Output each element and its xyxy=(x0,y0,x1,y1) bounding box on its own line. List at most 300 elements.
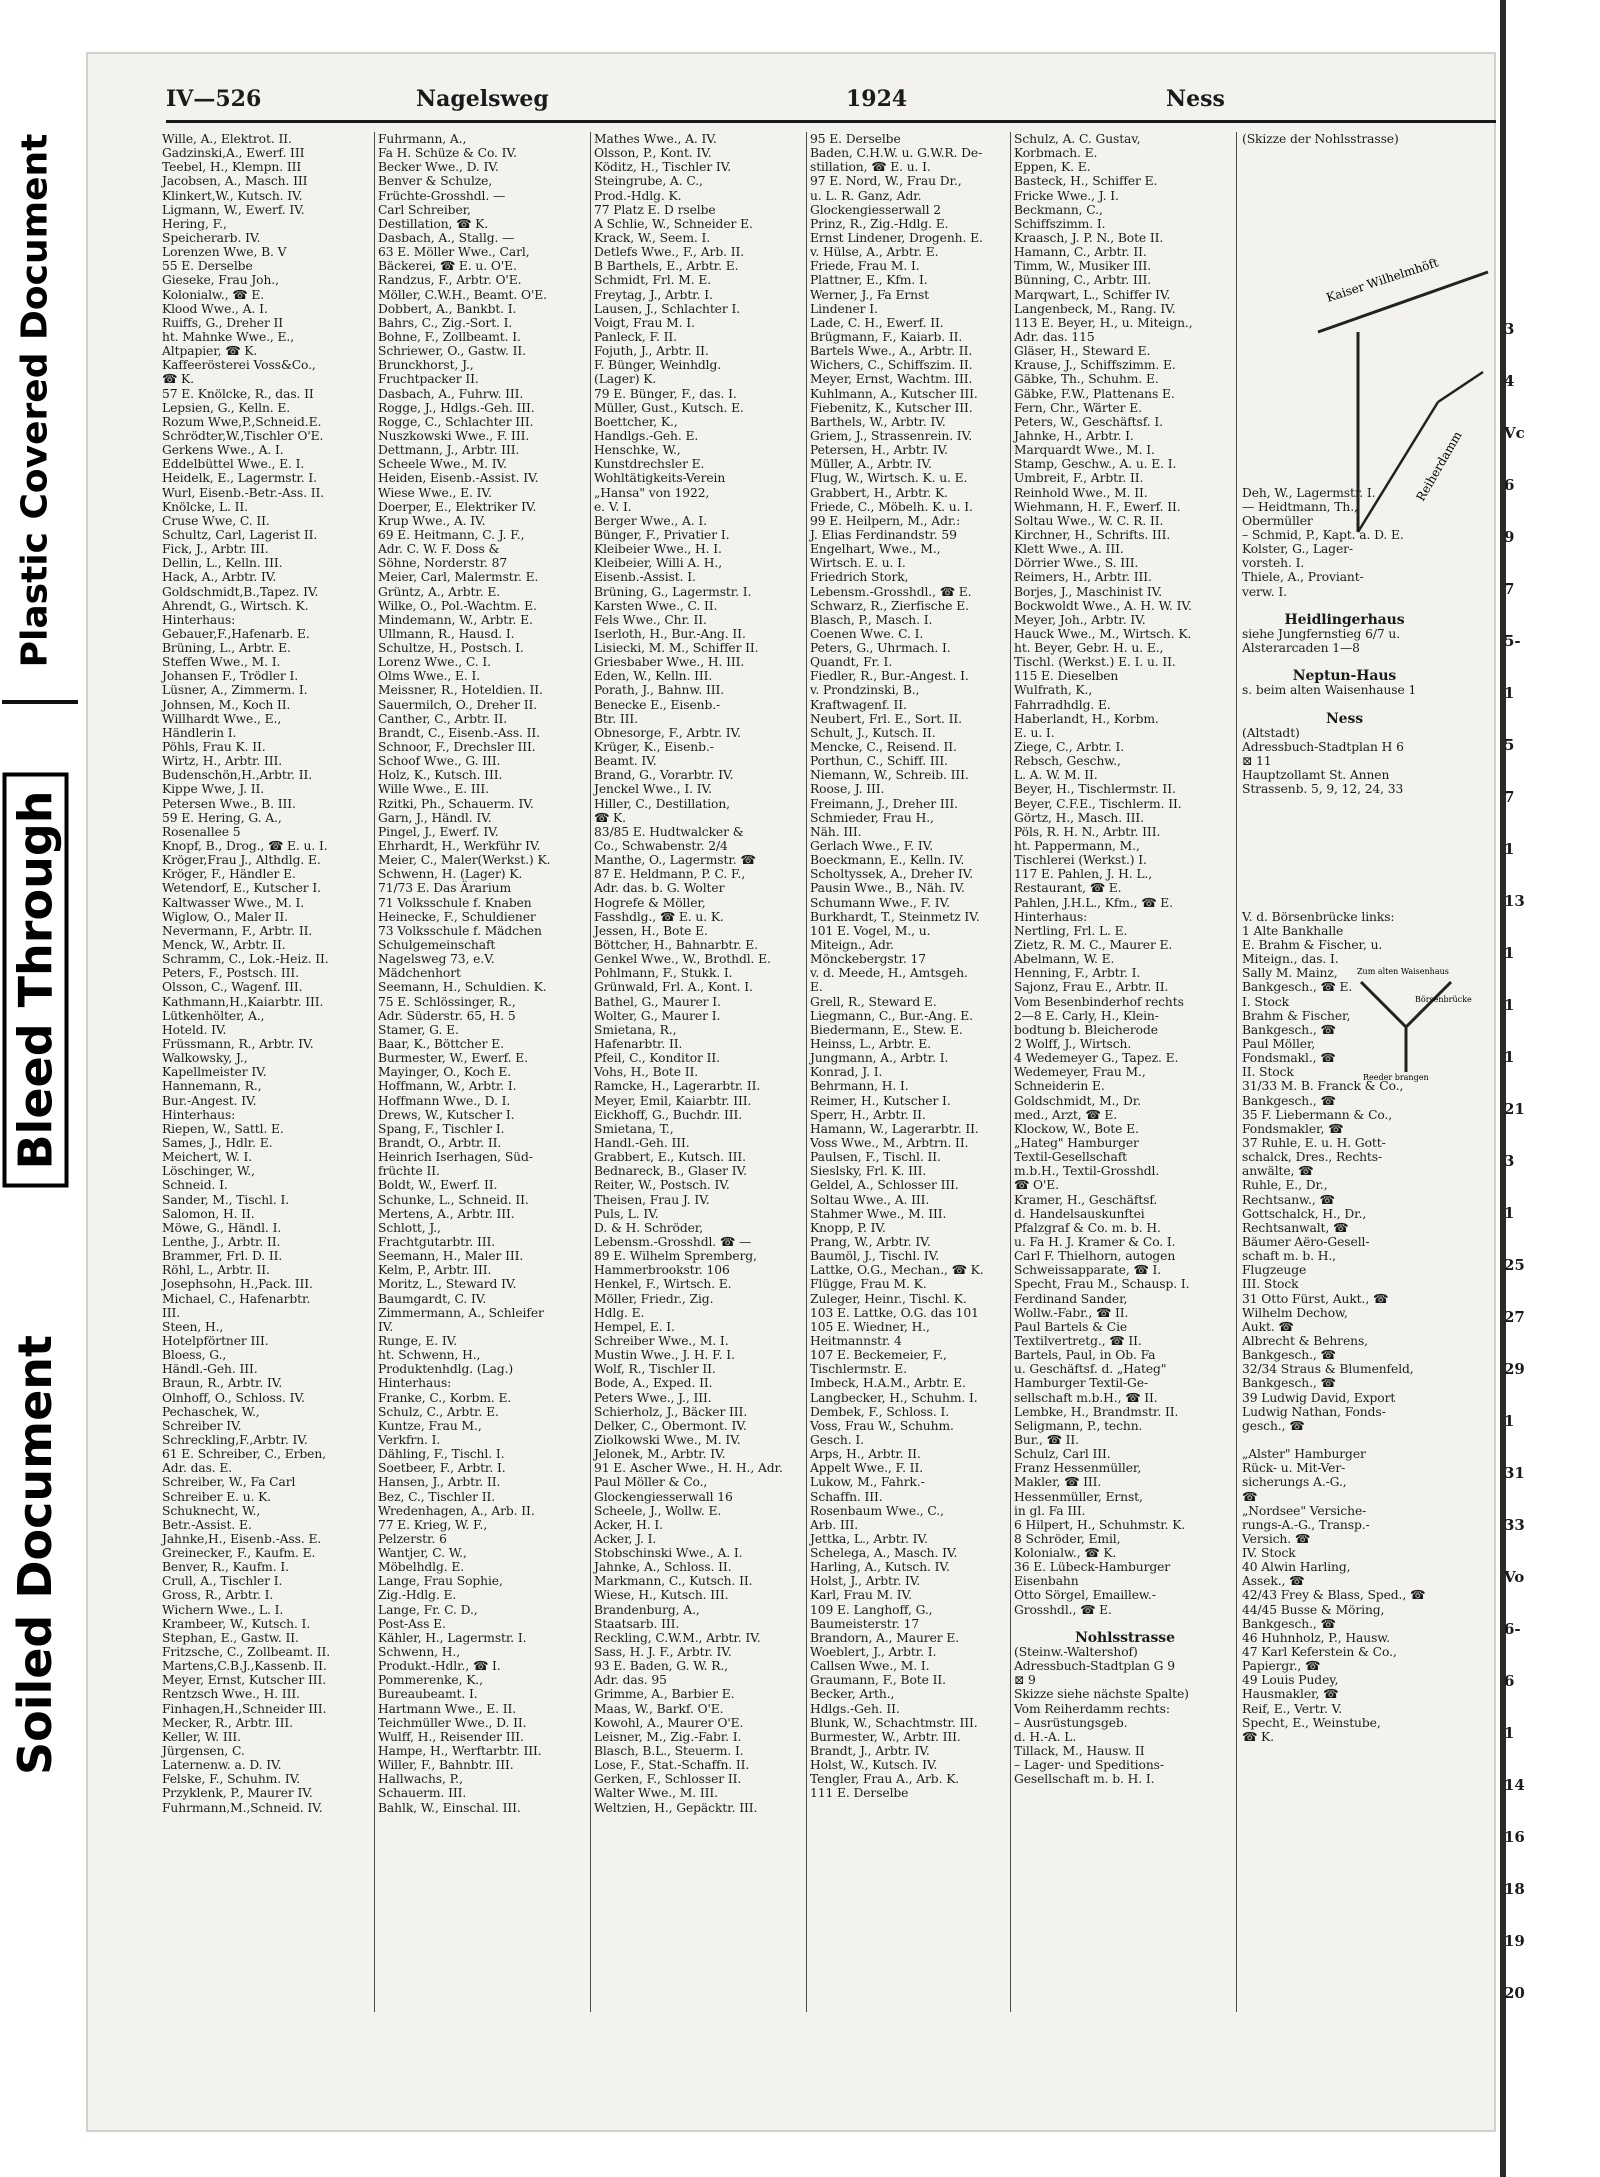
directory-entry: Beckmann, C., xyxy=(1014,202,1103,217)
street-sketch xyxy=(1298,202,1498,612)
directory-entry: ht. Beyer, Gebr. H. u. E., xyxy=(1014,641,1164,656)
directory-entry: Bur.-Angest. IV. xyxy=(162,1093,257,1108)
column-2 xyxy=(378,132,591,2012)
directory-entry: F. Bünger, Weinhdlg. xyxy=(594,358,722,373)
directory-entry: Wiglow, O., Maler II. xyxy=(162,909,288,924)
facing-page-fragment: 4 xyxy=(1504,372,1515,390)
directory-entry: Fiedler, R., Bur.-Angest. I. xyxy=(810,669,969,684)
directory-entry: 6 Hilpert, H., Schuhmstr. K. xyxy=(1014,1517,1186,1532)
directory-entry: Bartels, Paul, in Ob. Fa xyxy=(1014,1348,1156,1363)
directory-entry: u. Geschäftsf. d. „Hateg" xyxy=(1014,1362,1167,1377)
directory-entry: Hamburger Textil-Ge- xyxy=(1014,1376,1148,1391)
directory-entry: Aukt. ☎ xyxy=(1242,1319,1294,1334)
directory-entry xyxy=(1242,839,1447,853)
directory-entry: Basteck, H., Schiffer E. xyxy=(1014,174,1158,189)
directory-entry: Wille Wwe., E. III. xyxy=(378,782,489,797)
directory-entry: Konrad, J. I. xyxy=(810,1065,883,1080)
directory-entry: Mertens, A., Arbtr. III. xyxy=(378,1206,515,1221)
facing-page-fragment: 27 xyxy=(1504,1308,1525,1326)
directory-entry: Bünning, C., Arbtr. III. xyxy=(1014,273,1152,288)
directory-entry: Engelhart, Wwe., M., xyxy=(810,542,941,557)
directory-entry: Gebauer,F.,Hafenarb. E. xyxy=(162,626,310,641)
sketch-street-a: Kaiser Wilhelmhöft xyxy=(1324,255,1441,305)
directory-entry: Möller, Friedr., Zig. xyxy=(594,1291,714,1306)
directory-entry: Seemann, H., Schuldien. K. xyxy=(378,980,547,995)
directory-entry: Karsten Wwe., C. II. xyxy=(594,598,718,613)
directory-entry: Eisenb.-Assist. I. xyxy=(594,570,696,585)
directory-entry: Ruiffs, G., Dreher II xyxy=(162,315,284,330)
directory-entry: Blasch, B.L., Steuerm. I. xyxy=(594,1744,744,1759)
directory-entry: Ruhle, E., Dr., xyxy=(1242,1178,1328,1193)
directory-entry: Sperr, H., Arbtr. II. xyxy=(810,1107,926,1122)
directory-entry: Ferdinand Sander, xyxy=(1014,1291,1128,1306)
directory-entry: Holz, K., Kutsch. III. xyxy=(378,768,503,783)
directory-entry: Brandt, J., Arbtr. IV. xyxy=(810,1744,930,1759)
directory-entry: Ziege, C., Arbtr. I. xyxy=(1014,740,1125,755)
directory-entry: (Steinw.-Waltershof) xyxy=(1014,1645,1138,1660)
directory-entry: Adressbuch-Stadtplan G 9 xyxy=(1014,1659,1175,1674)
directory-entry: Fritzsche, C., Zollbeamt. II. xyxy=(162,1645,331,1660)
directory-entry: Stamp, Geschw., A. u. E. I. xyxy=(1014,457,1177,472)
directory-entry: Genkel Wwe., W., Brothdl. E. xyxy=(594,952,771,967)
directory-entry: 37 Ruhle, E. u. H. Gott- xyxy=(1242,1135,1386,1150)
directory-entry: Franke, C., Korbm. E. xyxy=(378,1390,512,1405)
directory-entry: e. V. I. xyxy=(594,499,632,514)
directory-entry: Schiffszimm. I. xyxy=(1014,216,1106,231)
directory-entry: Altpapier, ☎ K. xyxy=(162,344,258,359)
directory-entry: Makler, ☎ III. xyxy=(1014,1475,1102,1490)
directory-entry: Peters, F., Postsch. III. xyxy=(162,966,299,981)
directory-entry: Brand, G., Vorarbtr. IV. xyxy=(594,768,734,783)
directory-entry: 75 E. Schlössinger, R., xyxy=(378,994,516,1009)
directory-entry: Kramer, H., Geschäftsf. xyxy=(1014,1192,1158,1207)
directory-entry: Fiebenitz, K., Kutscher III. xyxy=(810,400,973,415)
directory-entry: Wulfrath, K., xyxy=(1014,683,1093,698)
directory-entry: Löschinger, W., xyxy=(162,1164,255,1179)
directory-entry: s. beim alten Waisenhause 1 xyxy=(1242,683,1417,698)
directory-entry: Kolonialw., ☎ K. xyxy=(1014,1546,1117,1561)
directory-entry: Knopf, B., Drog., ☎ E. u. I. xyxy=(162,839,328,854)
directory-entry: Jessen, H., Bote E. xyxy=(594,923,708,938)
directory-entry: Brandenburg, A., xyxy=(594,1602,700,1617)
directory-entry: Rozum Wwe,P.,Schneid.E. xyxy=(162,414,322,429)
directory-entry: 2 Wolff, J., Wirtsch. xyxy=(1014,1037,1132,1051)
directory-entry: Johnsen, M., Koch II. xyxy=(162,697,291,712)
directory-entry: Schwarz, R., Zierfische E. xyxy=(810,598,969,613)
directory-entry: Woeblert, J., Arbtr. I. xyxy=(810,1645,937,1660)
directory-entry: Lade, C. H., Ewerf. II. xyxy=(810,315,944,330)
directory-entry: Handlgs.-Geh. E. xyxy=(594,428,699,443)
directory-entry: Schreiber IV. xyxy=(162,1418,242,1433)
directory-entry: in gl. Fa III. xyxy=(1014,1503,1086,1518)
directory-entry: Canther, C., Arbtr. II. xyxy=(378,711,508,726)
directory-entry: Rentzsch Wwe., H. III. xyxy=(162,1687,300,1702)
directory-entry: Strassenb. 5, 9, 12, 24, 33 xyxy=(1242,782,1404,797)
directory-entry: v. Prondzinski, B., xyxy=(810,683,920,698)
directory-entry: Hinterhaus: xyxy=(378,1376,452,1391)
directory-entry: 91 E. Ascher Wwe., H. H., Adr. xyxy=(594,1461,783,1476)
directory-entry: Lindener I. xyxy=(810,301,878,316)
facing-page-fragment: 19 xyxy=(1504,1932,1525,1950)
directory-entry: Dörrier Wwe., S. III. xyxy=(1014,556,1139,571)
directory-entry: siehe Jungfernstieg 6/7 u. xyxy=(1242,626,1401,641)
directory-entry: Btr. III. xyxy=(594,711,638,726)
directory-entry xyxy=(1014,1617,1236,1631)
directory-entry: Vohs, H., Bote II. xyxy=(594,1065,699,1080)
directory-entry: Arb. III. xyxy=(810,1517,859,1532)
directory-entry: Schulz, A. C. Gustav, xyxy=(1014,132,1141,146)
directory-entry: Bankgesch., ☎ xyxy=(1242,1093,1336,1108)
directory-entry: Puls, L. IV. xyxy=(594,1206,659,1221)
plastic-covered-tab[interactable] xyxy=(4,120,66,680)
directory-entry: Söhne, Norderstr. 87 xyxy=(378,556,508,571)
directory-entry: Hoteld. IV. xyxy=(162,1022,227,1037)
directory-entry: Wantjer, C. W., xyxy=(378,1546,467,1561)
directory-entry: Hdlg. E. xyxy=(594,1305,645,1320)
directory-entry xyxy=(1242,825,1447,839)
directory-entry: Glockengiesserwall 16 xyxy=(594,1489,733,1504)
directory-entry: L. A. W. M. II. xyxy=(1014,768,1098,783)
directory-entry: Wille, A., Elektrot. II. xyxy=(162,132,292,146)
directory-entry: Teichmüller Wwe., D. II. xyxy=(378,1715,527,1730)
directory-entry: Lüsner, A., Zimmerm. I. xyxy=(162,683,308,698)
directory-entry: Willhardt Wwe., E., xyxy=(162,711,282,726)
directory-entry: Olsson, P., Kont. IV. xyxy=(594,146,712,161)
directory-entry: rungs-A.-G., Transp.- xyxy=(1242,1517,1370,1532)
directory-entry: Maas, W., Barkf. O'E. xyxy=(594,1701,724,1716)
directory-entry: Bankgesch., ☎ xyxy=(1242,1376,1336,1391)
directory-entry: 35 F. Liebermann & Co., xyxy=(1242,1107,1393,1122)
directory-entry: Marqwart, L., Schiffer IV. xyxy=(1014,287,1171,302)
directory-entry: Soltau Wwe., A. III. xyxy=(810,1192,930,1207)
directory-entry: Lebensm.-Grosshdl., ☎ E. xyxy=(810,584,972,599)
directory-entry: med., Arzt, ☎ E. xyxy=(1014,1107,1118,1122)
sketch-street-b: Reiherdamm xyxy=(1413,428,1465,504)
directory-entry: Skizze siehe nächste Spalte) xyxy=(1014,1687,1189,1702)
directory-entry: Callsen Wwe., M. I. xyxy=(810,1659,930,1674)
directory-entry: Hessenmüller, Ernst, xyxy=(1014,1489,1143,1504)
directory-entry: Hauptzollamt St. Annen xyxy=(1242,768,1390,783)
directory-entry: Fruchtpacker II. xyxy=(378,372,479,387)
directory-entry: Pechaschek, W., xyxy=(162,1404,260,1419)
directory-entry: Hotelpförtner III. xyxy=(162,1333,269,1348)
directory-entry: Nuszkowski Wwe., F. III. xyxy=(378,428,530,443)
directory-entry: Adr. C. W. F. Doss & xyxy=(378,542,500,557)
directory-entry: – Schmid, P., Kapt. a. D. E. xyxy=(1242,527,1404,542)
directory-entry: Langenbeck, M., Rang. IV. xyxy=(1014,301,1176,316)
directory-entry: Specht, Frau M., Schausp. I. xyxy=(1014,1277,1190,1292)
directory-entry: Klett Wwe., A. III. xyxy=(1014,542,1124,557)
facing-page-fragment: 6- xyxy=(1504,1620,1521,1638)
soiled-document-tab[interactable] xyxy=(4,1275,66,1835)
directory-entry: Benecke E., Eisenb.- xyxy=(594,697,721,712)
directory-entry: Delker, C., Obermont. IV. xyxy=(594,1418,747,1433)
directory-entry: Neptun-Haus xyxy=(1292,668,1397,685)
directory-entry: Nertling, Frl. L. E. xyxy=(1014,923,1128,938)
directory-entry: 99 E. Heilpern, M., Adr.: xyxy=(810,513,961,528)
directory-entry: Schult, J., Kutsch. II. xyxy=(810,725,936,740)
directory-entry: Gerlach Wwe., F. IV. xyxy=(810,839,934,854)
directory-entry: Tischlermstr. E. xyxy=(810,1362,907,1377)
directory-entry: Früssmann, R., Arbtr. IV. xyxy=(162,1037,314,1051)
directory-entry: Hempel, E. I. xyxy=(594,1319,675,1334)
directory-entry: Hamann, W., Lagerarbtr. II. xyxy=(810,1121,979,1136)
directory-entry: Destillation, ☎ K. xyxy=(378,216,489,231)
directory-entry: Burmester, W., Arbtr. III. xyxy=(810,1729,961,1744)
directory-entry: – Lager- und Speditions- xyxy=(1014,1758,1164,1773)
directory-entry: Gäbke, F.W., Plattenans E. xyxy=(1014,386,1175,401)
directory-entry: Niemann, W., Schreib. III. xyxy=(810,768,969,783)
directory-entry: Bockwoldt Wwe., A. H. W. IV. xyxy=(1014,598,1192,613)
directory-entry: Hering, F., xyxy=(162,216,227,231)
directory-entry: Griesbaber Wwe., H. III. xyxy=(594,655,745,670)
directory-entry: Produktenhdlg. (Lag.) xyxy=(378,1362,514,1377)
directory-entry: Brammer, Frl. D. II. xyxy=(162,1249,283,1264)
directory-entry: 111 E. Derselbe xyxy=(810,1786,909,1801)
directory-entry: Post-Ass E. xyxy=(378,1616,446,1631)
directory-entry: 89 E. Wilhelm Spremberg, xyxy=(594,1249,757,1264)
column-4 xyxy=(810,132,1011,2012)
directory-entry: Schmieder, Frau H., xyxy=(810,810,934,825)
ness-sketch-caption: Reeder brangen xyxy=(1363,1073,1429,1082)
directory-entry: Wiese Wwe., E. IV. xyxy=(378,485,492,500)
directory-entry: Boettcher, K., xyxy=(594,414,678,429)
directory-entry: Runge, E. IV. xyxy=(378,1333,458,1348)
directory-entry: Neubert, Frl. E., Sort. II. xyxy=(810,711,962,726)
directory-entry: Cruse Wwe, C. II. xyxy=(162,513,270,528)
directory-entry: Smietana, T., xyxy=(594,1121,674,1136)
directory-entry xyxy=(1242,655,1447,669)
directory-entry: Vom Reiherdamm rechts: xyxy=(1014,1701,1170,1716)
directory-entry: Hinterhaus: xyxy=(162,1107,236,1122)
directory-entry: Timm, W., Musiker III. xyxy=(1014,259,1152,274)
directory-entry: Bankgesch., ☎ xyxy=(1242,1616,1336,1631)
directory-entry: Mindemann, W., Arbtr. E. xyxy=(378,612,533,627)
directory-entry: Menck, W., Arbtr. II. xyxy=(162,938,286,953)
directory-entry: Peters Wwe., J., III. xyxy=(594,1390,712,1405)
directory-entry: Schulz, C., Arbtr. E. xyxy=(378,1404,499,1419)
directory-entry: Kuhlmann, A., Kutscher III. xyxy=(810,386,978,401)
directory-entry: ☎ K. xyxy=(162,372,194,387)
facing-page-edge xyxy=(1500,0,1600,2177)
directory-entry: Wirtsch. E. u. I. xyxy=(810,556,906,571)
facing-page-fragment: 1 xyxy=(1504,996,1515,1014)
directory-entry: IV. xyxy=(378,1319,394,1334)
directory-entry: Hausmakler, ☎ xyxy=(1242,1687,1339,1702)
directory-entry: u. L. R. Ganz, Adr. xyxy=(810,188,922,203)
directory-entry: 31 Otto Fürst, Aukt., ☎ xyxy=(1242,1291,1389,1306)
directory-entry: Holst, J., Arbtr. IV. xyxy=(810,1574,921,1589)
facing-page-fragment: Vo xyxy=(1504,1568,1525,1586)
directory-entry: Jacobsen, A., Masch. III xyxy=(162,174,308,189)
directory-entry: Näh. III. xyxy=(810,824,862,839)
directory-entry: Böttcher, H., Bahnarbtr. E. xyxy=(594,938,758,953)
directory-entry: Wetendorf, E., Kutscher I. xyxy=(162,881,321,896)
directory-entry: 55 E. Derselbe xyxy=(162,259,253,274)
directory-entry: Lange, Frau Sophie, xyxy=(378,1574,503,1589)
directory-entry: 103 E. Lattke, O.G. das 101 xyxy=(810,1305,979,1320)
directory-entry: Schierholz, J., Bäcker III. xyxy=(594,1404,748,1419)
directory-entry: 107 E. Beckemeier, F., xyxy=(810,1348,947,1363)
directory-entry: Zietz, R. M. C., Maurer E. xyxy=(1014,938,1173,953)
directory-entry: Stobschinski Wwe., A. I. xyxy=(594,1546,743,1561)
directory-entry: A Schlie, W., Schneider E. xyxy=(594,216,753,231)
directory-entry: Obnesorge, F., Arbtr. IV. xyxy=(594,725,741,740)
directory-entry: Drews, W., Kutscher I. xyxy=(378,1107,515,1122)
directory-entry: Fondsmakler, ☎ xyxy=(1242,1121,1344,1136)
directory-entry: Lukow, M., Fahrk.- xyxy=(810,1475,925,1490)
facing-page-fragment: 21 xyxy=(1504,1100,1525,1118)
directory-entry: Bartels Wwe., A., Arbtr. II. xyxy=(810,344,973,359)
directory-entry: Klockow, W., Bote E. xyxy=(1014,1121,1139,1136)
directory-entry: Brahm & Fischer, xyxy=(1242,1008,1351,1023)
directory-entry: Wulff, H., Reisender III. xyxy=(378,1729,524,1744)
directory-entry: Blasch, P., Masch. I. xyxy=(810,612,933,627)
directory-entry: Friede, Frau M. I. xyxy=(810,259,920,274)
directory-entry: Bankgesch., ☎ xyxy=(1242,1022,1336,1037)
directory-entry: Liegmann, C., Bur.-Ang. E. xyxy=(810,1008,973,1023)
directory-entry: vorsteh. I. xyxy=(1242,556,1305,571)
bleed-through-tab[interactable] xyxy=(4,700,66,1260)
directory-entry: m.b.H., Textil-Grosshdl. xyxy=(1014,1164,1160,1179)
directory-entry: Braun, R., Arbtr. IV. xyxy=(162,1376,283,1391)
directory-entry: Panleck, F. II. xyxy=(594,329,677,344)
directory-entry: Adressbuch-Stadtplan H 6 xyxy=(1242,740,1404,755)
directory-entry: Pohlmann, F., Stukk. I. xyxy=(594,966,733,981)
facing-page-fragment: 1 xyxy=(1504,1724,1515,1742)
directory-entry: Wiese, H., Kutsch. III. xyxy=(594,1588,729,1603)
directory-entry: Meyer, Joh., Arbtr. IV. xyxy=(1014,612,1146,627)
directory-entry: Haberlandt, H., Korbm. xyxy=(1014,711,1159,726)
directory-entry: Zimmermann, A., Schleifer xyxy=(378,1305,544,1320)
directory-entry: Jahnke, H., Arbtr. I. xyxy=(1014,428,1134,443)
page-number: IV—526 xyxy=(166,86,262,112)
directory-entry: Krup Wwe., A. IV. xyxy=(378,513,486,528)
directory-entry: Steen, H., xyxy=(162,1319,224,1334)
directory-entry: „Hansa" von 1922, xyxy=(594,485,710,500)
directory-entry: Meier, C., Maler(Werkst.) K. xyxy=(378,853,551,868)
directory-entry: Schreiber, W., Fa Carl xyxy=(162,1475,296,1490)
directory-entry: Paul Möller & Co., xyxy=(594,1475,708,1490)
directory-entry: Fondsmakl., ☎ xyxy=(1242,1051,1336,1066)
directory-entry: Adr. das. 95 xyxy=(594,1673,667,1688)
directory-entry: J. Elias Ferdinandstr. 59 xyxy=(810,527,957,542)
directory-entry: Staatsarb. III. xyxy=(594,1616,680,1631)
directory-entry: gesch., ☎ xyxy=(1242,1418,1305,1433)
directory-entry: Gerkens Wwe., A. I. xyxy=(162,443,284,458)
facing-page-fragment: 1 xyxy=(1504,1204,1515,1222)
directory-entry: Frachtgutarbtr. III. xyxy=(378,1234,496,1249)
ness-sketch-text-b: Börsenbrücke xyxy=(1415,995,1472,1004)
directory-entry: Meissner, R., Hoteldien. II. xyxy=(378,683,543,698)
directory-entry: Gläser, H., Steward E. xyxy=(1014,344,1151,359)
directory-entry: 4 Wedemeyer G., Tapez. E. xyxy=(1014,1051,1179,1066)
directory-entry: Geldel, A., Schlosser III. xyxy=(810,1178,959,1193)
ness-sketch-text-a: Zum alten Waisenhaus xyxy=(1357,967,1449,976)
directory-entry: Knölcke, L. II. xyxy=(162,499,248,514)
directory-entry: Grabbert, H., Arbtr. K. xyxy=(810,485,948,500)
directory-entry: Friedrich Stork, xyxy=(810,570,909,585)
directory-entry: Willer, F., Bahnbtr. III. xyxy=(378,1758,514,1773)
directory-entry: Pöhls, Frau K. II. xyxy=(162,740,266,755)
directory-entry: Werner, J., Fa Ernst xyxy=(810,287,929,302)
directory-entry: Schumann Wwe., F. IV. xyxy=(810,895,950,910)
directory-entry: Garn, J., Händl. IV. xyxy=(378,810,492,825)
directory-entry: Pommerenke, K., xyxy=(378,1673,483,1688)
directory-entry: Obermüller xyxy=(1242,513,1313,528)
directory-entry: Schreckling,F.,Arbtr. IV. xyxy=(162,1432,308,1447)
directory-entry: Wolter, G., Maurer I. xyxy=(594,1008,721,1023)
directory-entry: Dellin, L., Kelln. III. xyxy=(162,556,283,571)
directory-entry: Bureaubeamt. I. xyxy=(378,1687,478,1702)
directory-entry: Bur., ☎ II. xyxy=(1014,1432,1079,1447)
directory-entry: Biedermann, E., Stew. E. xyxy=(810,1022,963,1037)
directory-entry: Wredenhagen, A., Arb. II. xyxy=(378,1503,535,1518)
directory-entry: Wilke, O., Pol.-Wachtm. E. xyxy=(378,598,537,613)
directory-entry: Pelzerstr. 6 xyxy=(378,1531,447,1546)
directory-entry: Roose, J. III. xyxy=(810,782,885,797)
directory-entry: Franz Hessenmüller, xyxy=(1014,1461,1142,1476)
directory-entry: Textilvertretg., ☎ II. xyxy=(1014,1333,1142,1348)
directory-entry: 83/85 E. Hudtwalcker & xyxy=(594,824,744,839)
column-1 xyxy=(162,132,375,2012)
directory-entry: Baumeisterstr. 17 xyxy=(810,1616,920,1631)
directory-entry: Kleibeier Wwe., H. I. xyxy=(594,542,722,557)
ness-sketch xyxy=(1351,962,1472,1082)
directory-entry: Schreiber Wwe., M. I. xyxy=(594,1333,729,1348)
directory-entry: Carl F. Thielhorn, autogen xyxy=(1014,1249,1176,1264)
directory-entry: Heidlingerhaus xyxy=(1284,611,1405,628)
directory-entry: Paul Bartels & Cie xyxy=(1014,1319,1128,1334)
directory-entry: Voigt, Frau M. I. xyxy=(594,315,695,330)
directory-entry: Jungmann, A., Arbtr. I. xyxy=(810,1051,949,1066)
facing-page-fragment: 1 xyxy=(1504,944,1515,962)
directory-entry: Müller, Gust., Kutsch. E. xyxy=(594,400,744,415)
directory-entry: Pingel, J., Ewerf. IV. xyxy=(378,824,499,839)
directory-entry: 109 E. Langhoff, G., xyxy=(810,1602,933,1617)
directory-entry: Eisenbahn xyxy=(1014,1574,1079,1589)
directory-entry: Möbelhdlg. E. xyxy=(378,1560,465,1575)
directory-entry: Walkowsky, J., xyxy=(162,1051,248,1066)
directory-entry: Mönckebergstr. 17 xyxy=(810,952,926,967)
directory-entry: Graumann, F., Bote II. xyxy=(810,1673,946,1688)
directory-entry: Wilhelm Dechow, xyxy=(1242,1305,1348,1320)
directory-entry: Rebsch, Geschw., xyxy=(1014,754,1121,769)
directory-entry: – Ausrüstungsgeb. xyxy=(1014,1715,1128,1730)
directory-entry: Blunk, W., Schachtmstr. III. xyxy=(810,1715,978,1730)
directory-entry: Brandt, O., Arbtr. II. xyxy=(378,1135,502,1150)
directory-entry: Hallwachs, P., xyxy=(378,1772,463,1787)
directory-entry: Fricke Wwe., J. I. xyxy=(1014,188,1119,203)
directory-entry: Kelm, P., Arbtr. III. xyxy=(378,1263,492,1278)
directory-entry: Benver & Schulze, xyxy=(378,174,493,189)
directory-entry: 40 Alwin Harling, xyxy=(1242,1560,1351,1575)
directory-entry: Zuleger, Heinr., Tischl. K. xyxy=(810,1291,967,1306)
directory-entry xyxy=(1242,853,1447,867)
directory-entry: Reiter, W., Postsch. IV. xyxy=(594,1178,730,1193)
directory-entry: Moritz, L., Steward IV. xyxy=(378,1277,517,1292)
directory-entry: Henschke, W., xyxy=(594,443,681,458)
directory-entry: ☎ K. xyxy=(1242,1729,1274,1744)
directory-entry: früchte II. xyxy=(378,1164,440,1179)
directory-entry: Burkhardt, T., Steinmetz IV. xyxy=(810,909,980,924)
directory-entry: d. Handelsauskunftei xyxy=(1014,1206,1145,1221)
directory-entry: Hiller, C., Destillation, xyxy=(594,796,730,811)
column-3 xyxy=(594,132,807,2012)
directory-entry: Beyer, H., Tischlermstr. II. xyxy=(1014,782,1176,797)
directory-entry: Schriewer, O., Gastw. II. xyxy=(378,344,526,359)
directory-entry: Karl, Frau M. IV. xyxy=(810,1588,912,1603)
